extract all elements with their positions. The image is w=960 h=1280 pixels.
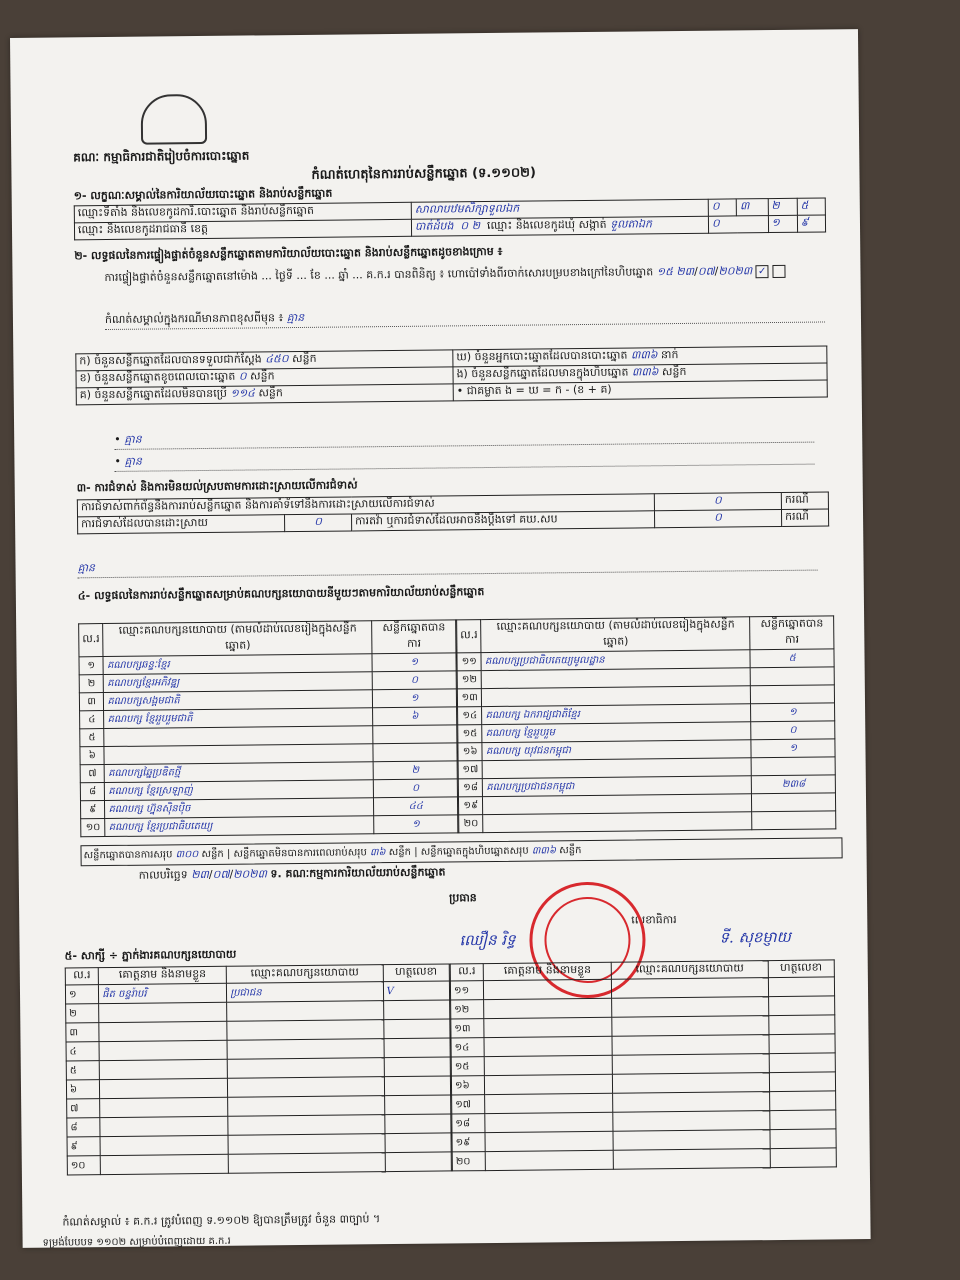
party-votes	[373, 725, 457, 744]
witness-party	[228, 1115, 385, 1136]
note-label: កំណត់សម្គាល់ក្នុងករណីមានភាពខុសពីមុន ៖	[104, 311, 284, 327]
witness-party	[228, 1077, 385, 1098]
station-value: សាលាបឋមសិក្សាទួលឯក	[411, 199, 708, 219]
party-name: គណបក្សឆន្ទៈខ្មែរ	[103, 654, 372, 675]
district-code-digit: ០	[460, 219, 469, 233]
party-no: ១៨	[458, 779, 483, 797]
unit: សន្លឹក	[559, 845, 582, 857]
election-form-sheet	[10, 29, 871, 1248]
witness-no: ៣	[66, 1023, 99, 1042]
note3-line: • គ្មាន	[114, 448, 814, 472]
party-row	[81, 815, 458, 837]
party-no: ១៩	[458, 797, 483, 815]
witness-name	[99, 1021, 227, 1041]
note2-value: គ្មាន	[124, 432, 142, 446]
row-a-unit: សន្លឹក	[292, 351, 317, 366]
witness-no: ១	[65, 985, 98, 1004]
chair-name: ឈឿន រិទ្ធ	[459, 930, 516, 950]
witness-table-left	[65, 963, 452, 1175]
col-votes-header: សន្លឹកឆ្នោតបានការ	[372, 620, 456, 654]
district-commune-cell	[411, 216, 708, 236]
witness-party	[227, 1020, 384, 1041]
party-votes: ០	[374, 779, 458, 798]
witness-party: ប្រជាជន	[227, 982, 384, 1003]
party-name: គណបក្សសង្គមជាតិ	[104, 690, 373, 711]
party-no: ១	[79, 657, 104, 675]
party-no: ៧	[80, 765, 105, 783]
witness-party	[612, 997, 769, 1018]
station-code-digit: ៣	[736, 199, 767, 216]
witness-name	[485, 1112, 613, 1132]
party-votes	[751, 667, 835, 686]
witness-col-sign: ហត្ថលេខា	[383, 964, 450, 982]
secretary-name: ទី. សុខម្ញាយ	[719, 927, 791, 947]
witness-no: ៤	[66, 1042, 99, 1061]
party-votes: ៤៤	[374, 797, 458, 816]
witness-party	[227, 1039, 384, 1060]
party-no: ១៦	[458, 743, 483, 761]
witness-no: ១៦	[451, 1076, 484, 1095]
witness-party	[613, 1111, 770, 1132]
total-box-label: សន្លឹកឆ្នោតក្នុងហិបឆ្នោតសរុប	[420, 845, 529, 858]
witness-party	[228, 1153, 385, 1174]
witness-name	[485, 1131, 613, 1151]
witness-no: ១៤	[451, 1038, 484, 1057]
date-day: ២៣	[191, 867, 209, 882]
witness-signature	[768, 1015, 835, 1035]
section2-title: ២- លទ្ធផលនៃការផ្ទៀងផ្ទាត់ចំនួនសន្លឹកឆ្នោតតាមការិយាល័យបោះឆ្នោត និងរាប់សន្លឹកឆ្នោតដូចខាងក្រោម ៖	[74, 244, 503, 263]
witness-signature	[385, 1133, 452, 1153]
witness-party	[612, 1054, 769, 1075]
witness-col-party: ឈ្មោះគណបក្សនយោបាយ	[226, 965, 383, 984]
nec-logo	[141, 94, 208, 145]
witness-signature	[768, 996, 835, 1016]
col-no-header: ល.រ	[79, 624, 104, 657]
witness-tables	[65, 959, 837, 1175]
witness-col-name: គោត្តនាម និងនាមខ្លួន	[483, 962, 611, 980]
row-d-label: ឃ) ចំនួនអ្នកបោះឆ្នោតដែលបានបោះឆ្នោត	[456, 348, 628, 364]
witness-name	[484, 1017, 612, 1037]
witness-signature	[769, 1034, 836, 1054]
section3-title: ៣- ការជំទាស់ និងការមិនយល់ស្របតាមការដោះស្រាយលើការជំទាស់	[76, 478, 358, 495]
party-votes	[752, 793, 836, 812]
party-no: ៥	[80, 729, 105, 747]
witness-name	[485, 1074, 613, 1094]
row-a-label: ក) ចំនួនសន្លឹកឆ្នោតដែលបានទទួលជាក់ស្ដែង	[79, 352, 262, 368]
party-no: ១៣	[457, 689, 482, 707]
col-party-header: ឈ្មោះគណបក្សនយោបាយ (តាមលំដាប់លេខរៀងក្នុងសន្លឹកឆ្នោត)	[481, 617, 750, 653]
witness-signature	[383, 1019, 450, 1039]
party-votes: ១	[372, 653, 456, 672]
witness-table-right	[450, 959, 837, 1171]
witness-party	[613, 1073, 770, 1094]
party-results-right	[456, 615, 836, 833]
witness-name	[484, 1055, 612, 1075]
note-value: គ្មាន	[286, 310, 305, 325]
witness-party	[613, 1149, 770, 1170]
intro-text: ការផ្ទៀងផ្ទាត់ចំនួនសន្លឹកឆ្នោតនៅម៉ោង ... ថ្ងៃទី ... ខែ ... ឆ្នាំ ... គ.ក.រ បានពិនិត្យ ៖ ហោប៉ៅទាំងពីរចាក់សោរបម្របខាងក្រៅនៃហិបឆ្នោត	[104, 265, 654, 285]
witness-party	[613, 1092, 770, 1113]
month-value: ០៧	[697, 264, 715, 278]
form-id: ទម្រង់បែបបទ ១១០២ សម្រាប់បំពេញដោយ គ.ក.រ	[42, 1235, 231, 1249]
objection-row1-value: ០	[654, 492, 781, 510]
objection-row1-label: ការជំទាស់ពាក់ព័ន្ធនឹងការរាប់សន្លឹកឆ្នោត និងការគាំទ័ទៅនឹងការដោះស្រាយលើការជំទាស់	[77, 494, 654, 517]
date-year: ២០២៣	[233, 867, 268, 881]
row-e-label: ង) ចំនួនសន្លឹកឆ្នោតដែលមានក្នុងហិបឆ្នោត	[456, 365, 629, 381]
day-value: ២៣	[676, 264, 695, 279]
row-d-value: ៣៣៦	[630, 348, 658, 362]
witness-no: ១៥	[451, 1057, 484, 1076]
date-label: កាលបរិច្ឆេទ	[138, 868, 188, 882]
row-c-value: ១១៤	[230, 386, 255, 400]
party-name: គណបក្ស ខ្មែររួបរួមជាតិ	[104, 708, 373, 729]
party-no: ១១	[457, 653, 482, 671]
station-code-digit: ៥	[797, 198, 825, 215]
station-label: ឈ្មោះទីតាំង និងលេខកូដការិ.បោះឆ្នោត និងរាប់សន្លឹកឆ្នោត	[74, 202, 411, 223]
col-no-header: ល.រ	[457, 620, 482, 653]
witness-no: ៨	[67, 1118, 100, 1137]
witness-signature	[385, 1152, 452, 1172]
objection-note-value: គ្មាន	[77, 561, 96, 575]
objection-row3-label: ការតវ៉ា ឬការជំទាស់ដែលអាចនឹងប្ដឹងទៅ គឃ.សប	[352, 511, 655, 531]
witness-name	[100, 1135, 228, 1155]
witness-party	[227, 1001, 384, 1022]
party-no: ៦	[80, 747, 105, 765]
party-votes: ៥	[750, 649, 834, 668]
party-name: គណបក្សខ្មែរអភិវឌ្ឍ	[104, 672, 373, 693]
witness-name	[484, 1036, 612, 1056]
party-votes: ១	[751, 739, 835, 758]
objection-unit: ករណី	[781, 509, 828, 526]
commune-value: ទួលតាឯក	[609, 217, 653, 231]
witness-signature	[384, 1057, 451, 1077]
district-code-digit: ២	[471, 219, 481, 233]
objection-note-line	[77, 554, 817, 579]
witness-signature	[384, 1114, 451, 1134]
witness-no: ១៣	[451, 1019, 484, 1038]
witness-name	[484, 998, 612, 1018]
date-line: កាលបរិច្ឆេទ ២៣/០៧/២០២៣ ទ. គណៈកម្មការការិយាល័យរាប់សន្លឹកឆ្នោត	[138, 865, 446, 882]
witness-col-party: ឈ្មោះគណបក្សនយោបាយ	[611, 961, 768, 980]
party-row	[459, 811, 836, 833]
district-value: បាត់ដំបង	[414, 219, 454, 233]
party-votes: ០	[373, 671, 457, 690]
witness-no: ១៧	[452, 1095, 485, 1114]
witness-signature	[383, 1000, 450, 1020]
objection-row2-label: ការជំទាស់ដែលបានដោះស្រាយ	[78, 515, 285, 534]
witness-row	[67, 1152, 451, 1175]
witness-signature	[769, 1053, 836, 1073]
party-name: គណបក្សប្រជាធិបតេយ្យមូលដ្ឋាន	[481, 650, 750, 671]
row-d-unit: នាក់	[660, 348, 679, 362]
party-name: គណបក្ស ខ្មែររួបរួម	[482, 722, 751, 743]
witness-name	[99, 1040, 227, 1060]
witness-party	[613, 1130, 770, 1151]
witness-name	[99, 1002, 227, 1022]
commune-label: ឈ្មោះ និងលេខកូដឃុំ សង្កាត់	[486, 217, 607, 233]
row-c-unit: សន្លឹក	[258, 386, 283, 400]
party-name: គណបក្ស ឯករាជ្យជាតិខ្មែរ	[482, 704, 751, 725]
objection-row2-value: ០	[285, 514, 352, 532]
unit: សន្លឹក	[388, 846, 412, 859]
objection-row3-value: ០	[654, 509, 781, 527]
footer-note: កំណត់សម្គាល់ ៖ គ.ក.រ ត្រូវបំពេញ ទ.១១០២ ឱ្យបានត្រឹមត្រូវ ចំនួន ៣ច្បាប់ ។	[62, 1212, 381, 1229]
party-votes: ១	[373, 689, 457, 708]
note-line	[105, 305, 825, 330]
col-votes-header: សន្លឹកឆ្នោតបានការ	[750, 616, 834, 650]
party-name: គណបក្សឆ្នៃប្រឌិតថ្មី	[105, 762, 374, 783]
witness-signature	[770, 1129, 837, 1149]
witness-signature	[770, 1148, 837, 1168]
witness-col-name: គោត្តនាម និងនាមខ្លួន	[98, 966, 226, 984]
row-c	[76, 384, 453, 405]
party-no: ៨	[80, 783, 105, 801]
section4-title: ៤- លទ្ធផលនៃការរាប់សន្លឹកឆ្នោតសម្រាប់គណបក្សនយោបាយនីមួយៗតាមការិយាល័យរាប់សន្លឹកឆ្នោត	[77, 585, 485, 603]
witness-no: ១៩	[452, 1133, 485, 1152]
year-value: ២០២៣	[718, 264, 753, 278]
witness-party	[612, 978, 769, 999]
witness-signature	[384, 1095, 451, 1115]
witness-no: ៦	[66, 1080, 99, 1099]
witness-signature	[384, 1038, 451, 1058]
witness-signature	[769, 1091, 836, 1111]
witness-col-sign: ហត្ថលេខា	[768, 960, 835, 978]
party-no: ៤	[80, 711, 105, 729]
witness-signature	[769, 1072, 836, 1092]
chair-label: ប្រធាន	[448, 891, 477, 905]
time-value: ១៥	[656, 265, 673, 279]
witness-no: ១១	[450, 981, 483, 1000]
witness-name: ផិត ចន្ទរ៉ាបរិ	[99, 983, 227, 1003]
verification-intro: ការផ្ទៀងផ្ទាត់ចំនួនសន្លឹកឆ្នោតនៅម៉ោង ... ថ្ងៃទី ... ខែ ... ឆ្នាំ ... គ.ក.រ បានពិនិត្យ ៖ ហោប៉ៅទាំងពីរចាក់សោរបម្របខាងក្រៅនៃហិបឆ្នោត ១៥ ២៣/០៧/២០២៣ ✓	[104, 261, 824, 287]
party-results-tables	[78, 615, 836, 837]
total-invalid-value: ៣៦	[369, 847, 386, 859]
objection-unit: ករណី	[781, 492, 828, 509]
witness-party	[612, 1035, 769, 1056]
party-votes	[752, 811, 836, 830]
witness-name	[100, 1078, 228, 1098]
section5-title: ៥- សាក្សី ÷ ភ្នាក់ងារគណបក្សនយោបាយ	[64, 947, 237, 963]
note3-value: គ្មាន	[124, 454, 142, 468]
witness-signature	[768, 977, 835, 997]
commune-code-digit: ០	[708, 216, 768, 234]
party-no: ៣	[79, 693, 104, 711]
party-votes	[751, 685, 835, 704]
witness-name	[485, 1093, 613, 1113]
row-formula: • ជាគម្លាត ង = ឃ = ក - (ខ + គ)	[453, 380, 827, 401]
party-votes: ៦	[373, 707, 457, 726]
objection-table	[77, 491, 829, 534]
party-no: ១៧	[458, 761, 483, 779]
party-name	[483, 812, 752, 833]
unit: សន្លឹក	[201, 848, 224, 861]
station-code-digit: ២	[768, 198, 797, 215]
station-code-digit: ០	[708, 199, 736, 216]
witness-name	[100, 1097, 228, 1117]
row-c-label: គ) ចំនួនសន្លឹកឆ្នោតដែលមិនបានប្រើ	[79, 386, 228, 402]
party-name: គណបក្ស ហ្វ៊ុនស៊ិនប៉ិច	[105, 798, 374, 819]
witness-name	[484, 979, 612, 999]
commission-name: គណៈ កម្មាធិការជាតិរៀបចំការបោះឆ្នោត	[73, 148, 250, 165]
total-valid-value: ៣០០	[175, 849, 199, 861]
witness-signature: V	[383, 981, 450, 1001]
section1-title: ១- លក្ខណៈសម្គាល់នៃការិយាល័យបោះឆ្នោត និងរាប់សន្លឹកឆ្នោត	[73, 186, 333, 203]
party-name: គណបក្ស ខ្មែរប្រជាធិបតេយ្យ	[105, 816, 374, 837]
party-no: ១០	[81, 819, 106, 837]
party-no: ២០	[459, 815, 484, 833]
party-no: ១៤	[458, 707, 483, 725]
party-votes	[752, 757, 836, 776]
station-info-table	[74, 197, 826, 240]
party-name: គណបក្ស ខ្មែរស្រឡាញ់	[105, 780, 374, 801]
witness-name	[100, 1154, 228, 1174]
witness-name	[485, 1150, 613, 1170]
date-suffix: ទ. គណៈកម្មការការិយាល័យរាប់សន្លឹកឆ្នោត	[270, 865, 446, 881]
party-votes: ១	[751, 703, 835, 722]
checkbox-same[interactable]: ✓	[756, 265, 769, 278]
date-month: ០៧	[212, 867, 230, 881]
witness-signature	[384, 1076, 451, 1096]
row-e-value: ៣៣៦	[631, 365, 659, 379]
total-invalid-label: សន្លឹកឆ្នោតមិនបានការពេលរាប់សរុប	[233, 847, 367, 860]
totals-row: សន្លឹកឆ្នោតបានការសរុប ៣០០ សន្លឹក | សន្លឹកឆ្នោតមិនបានការពេលរាប់សរុប ៣៦ សន្លឹក | សន្លឹកឆ្នោតក្នុងហិបឆ្នោតសរុប ៣៣៦ សន្លឹក	[80, 837, 842, 866]
witness-no: ៧	[67, 1099, 100, 1118]
witness-no: ៥	[66, 1061, 99, 1080]
secretary-label: លេខាធិការ	[631, 913, 677, 927]
party-votes: ០	[751, 721, 835, 740]
witness-no: ១៨	[452, 1114, 485, 1133]
commune-code-digit: ១	[768, 215, 797, 232]
witness-row	[452, 1148, 836, 1171]
party-no: ១៥	[458, 725, 483, 743]
party-name: គណបក្ស យុវជនកម្ពុជា	[482, 740, 751, 761]
witness-party	[612, 1016, 769, 1037]
witness-party	[228, 1096, 385, 1117]
witness-col-no: ល.រ	[450, 964, 483, 981]
witness-signature	[769, 1110, 836, 1130]
col-party-header: ឈ្មោះគណបក្សនយោបាយ (តាមលំដាប់លេខរៀងក្នុងសន្លឹកឆ្នោត)	[103, 621, 372, 657]
checkbox-different[interactable]	[772, 264, 785, 277]
ballot-count-table	[75, 345, 828, 405]
row-e-unit: សន្លឹក	[661, 364, 687, 379]
total-valid-label: សន្លឹកឆ្នោតបានការសរុប	[83, 849, 173, 862]
witness-party	[228, 1134, 385, 1155]
form-title: កំណត់ហេតុនៃការរាប់សន្លឹកឆ្នោត (ទ.១១០២)	[311, 165, 537, 183]
total-box-value: ៣៣៦	[531, 845, 557, 857]
row-b-label: ខ) ចំនួនសន្លឹកឆ្នោតខូចពេលបោះឆ្នោត	[79, 369, 236, 385]
party-no: ៩	[80, 801, 105, 819]
note2-line: • គ្មាន	[114, 426, 814, 450]
witness-no: ៩	[67, 1137, 100, 1156]
witness-party	[227, 1058, 384, 1079]
witness-col-no: ល.រ	[65, 968, 98, 985]
party-results-left	[78, 619, 458, 837]
party-name: គណបក្សប្រជាជនកម្ពុជា	[483, 776, 752, 797]
party-votes: ២៣៨	[752, 775, 836, 794]
witness-no: ១០	[67, 1156, 100, 1175]
row-b-unit: សន្លឹក	[250, 369, 275, 383]
witness-no: ២	[66, 1004, 99, 1023]
party-votes: ១	[374, 815, 458, 834]
row-a-value: ៤៥០	[265, 352, 289, 366]
party-no: ១២	[457, 671, 482, 689]
party-votes	[373, 743, 457, 762]
commune-code-digit: ៩	[797, 215, 825, 232]
witness-no: ១២	[451, 1000, 484, 1019]
witness-name	[99, 1059, 227, 1079]
party-votes: ២	[374, 761, 458, 780]
witness-no: ២០	[452, 1152, 485, 1171]
district-label: ឈ្មោះ និងលេខកូដរាជធានី ខេត្ត	[74, 219, 411, 240]
witness-name	[100, 1116, 228, 1136]
party-no: ២	[79, 675, 104, 693]
row-b-value: ០	[238, 369, 247, 383]
